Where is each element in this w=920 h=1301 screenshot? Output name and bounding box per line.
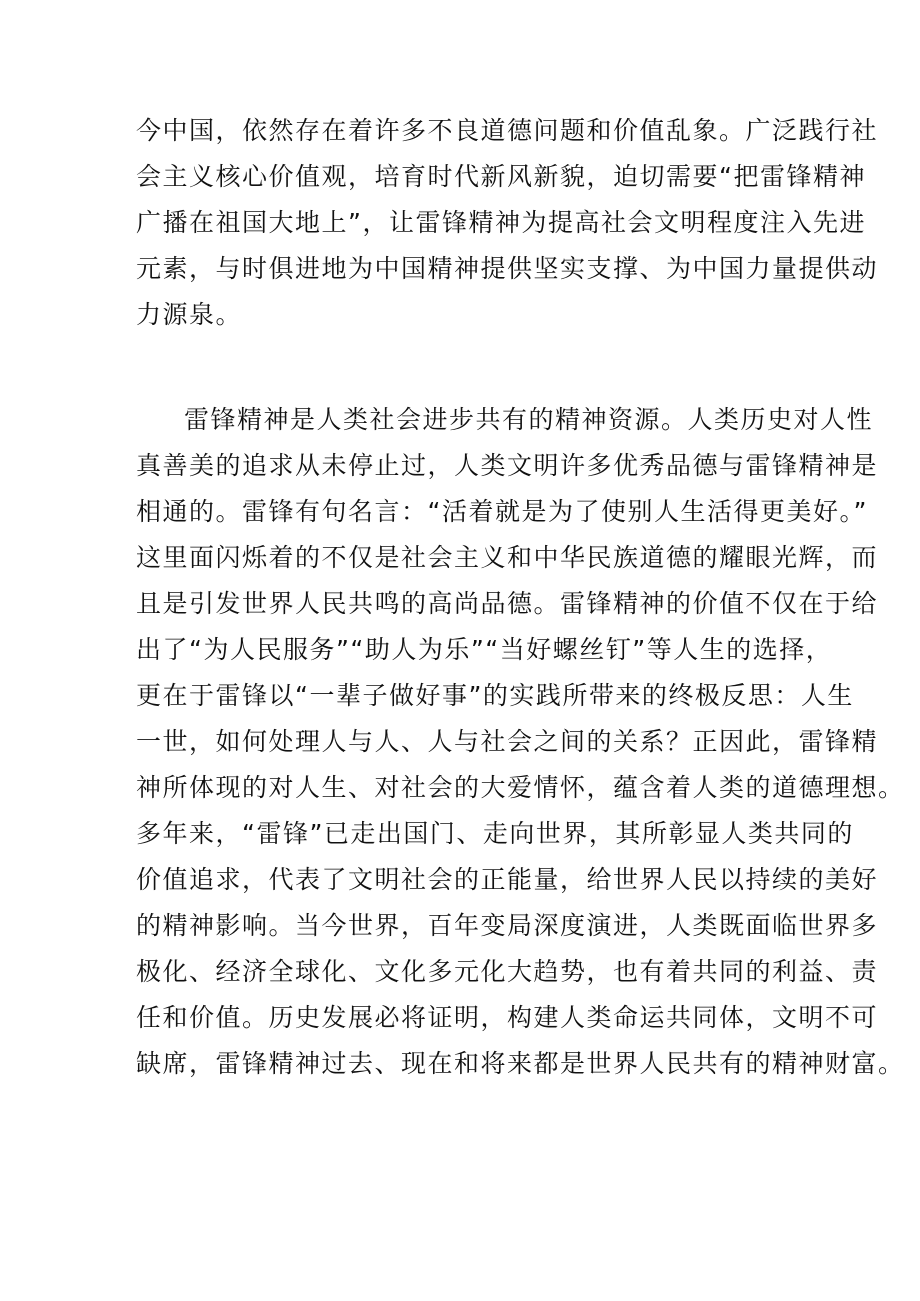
paragraph-line: 力源泉。: [136, 300, 243, 329]
paragraph-line: 神所体现的对人生、对社会的大爱情怀，蕴含着人类的道德理想。: [136, 773, 905, 802]
paragraph-line: 出了“为人民服务”“助人为乐”“当好螺丝钉”等人生的选择，: [136, 635, 833, 664]
paragraph-line: 且是引发世界人民共鸣的高尚品德。雷锋精神的价值不仅在于给: [136, 589, 879, 618]
paragraph-line: 缺席，雷锋精神过去、现在和将来都是世界人民共有的精神财富。: [136, 1049, 905, 1078]
paragraph-line: 会主义核心价值观，培育时代新风新貌，迫切需要“把雷锋精神: [136, 162, 866, 191]
paragraph-line: 多年来，“雷锋”已走出国门、走向世界，其所彰显人类共同的: [136, 819, 854, 848]
paragraph-line: 真善美的追求从未停止过，人类文明许多优秀品德与雷锋精神是: [136, 451, 879, 480]
paragraph-line: 任和价值。历史发展必将证明，构建人类命运共同体，文明不可: [136, 1003, 879, 1032]
paragraph-line: 一世，如何处理人与人、人与社会之间的关系？正因此，雷锋精: [136, 727, 879, 756]
paragraph-line: 雷锋精神是人类社会进步共有的精神资源。人类历史对人性: [184, 405, 874, 434]
paragraph-line: 今中国，依然存在着许多不良道德问题和价值乱象。广泛践行社: [136, 116, 879, 145]
paragraph-line: 元素，与时俱进地为中国精神提供坚实支撑、为中国力量提供动: [136, 254, 879, 283]
paragraph-line: 相通的。雷锋有句名言：“活着就是为了使别人生活得更美好。”: [136, 497, 868, 526]
paragraph-line: 极化、经济全球化、文化多元化大趋势，也有着共同的利益、责: [136, 957, 879, 986]
paragraph-line: 广播在祖国大地上”，让雷锋精神为提高社会文明程度注入先进: [136, 208, 866, 237]
paragraph-line: 价值追求，代表了文明社会的正能量，给世界人民以持续的美好: [136, 865, 879, 894]
paragraph-line: 的精神影响。当今世界，百年变局深度演进，人类既面临世界多: [136, 911, 879, 940]
paragraph-1: [136, 108, 879, 338]
paragraph-line: 这里面闪烁着的不仅是社会主义和中华民族道德的耀眼光辉，而: [136, 543, 879, 572]
paragraph-2: [136, 397, 905, 1087]
paragraph-line: 更在于雷锋以“一辈子做好事”的实践所带来的终极反思：人生: [136, 681, 854, 710]
